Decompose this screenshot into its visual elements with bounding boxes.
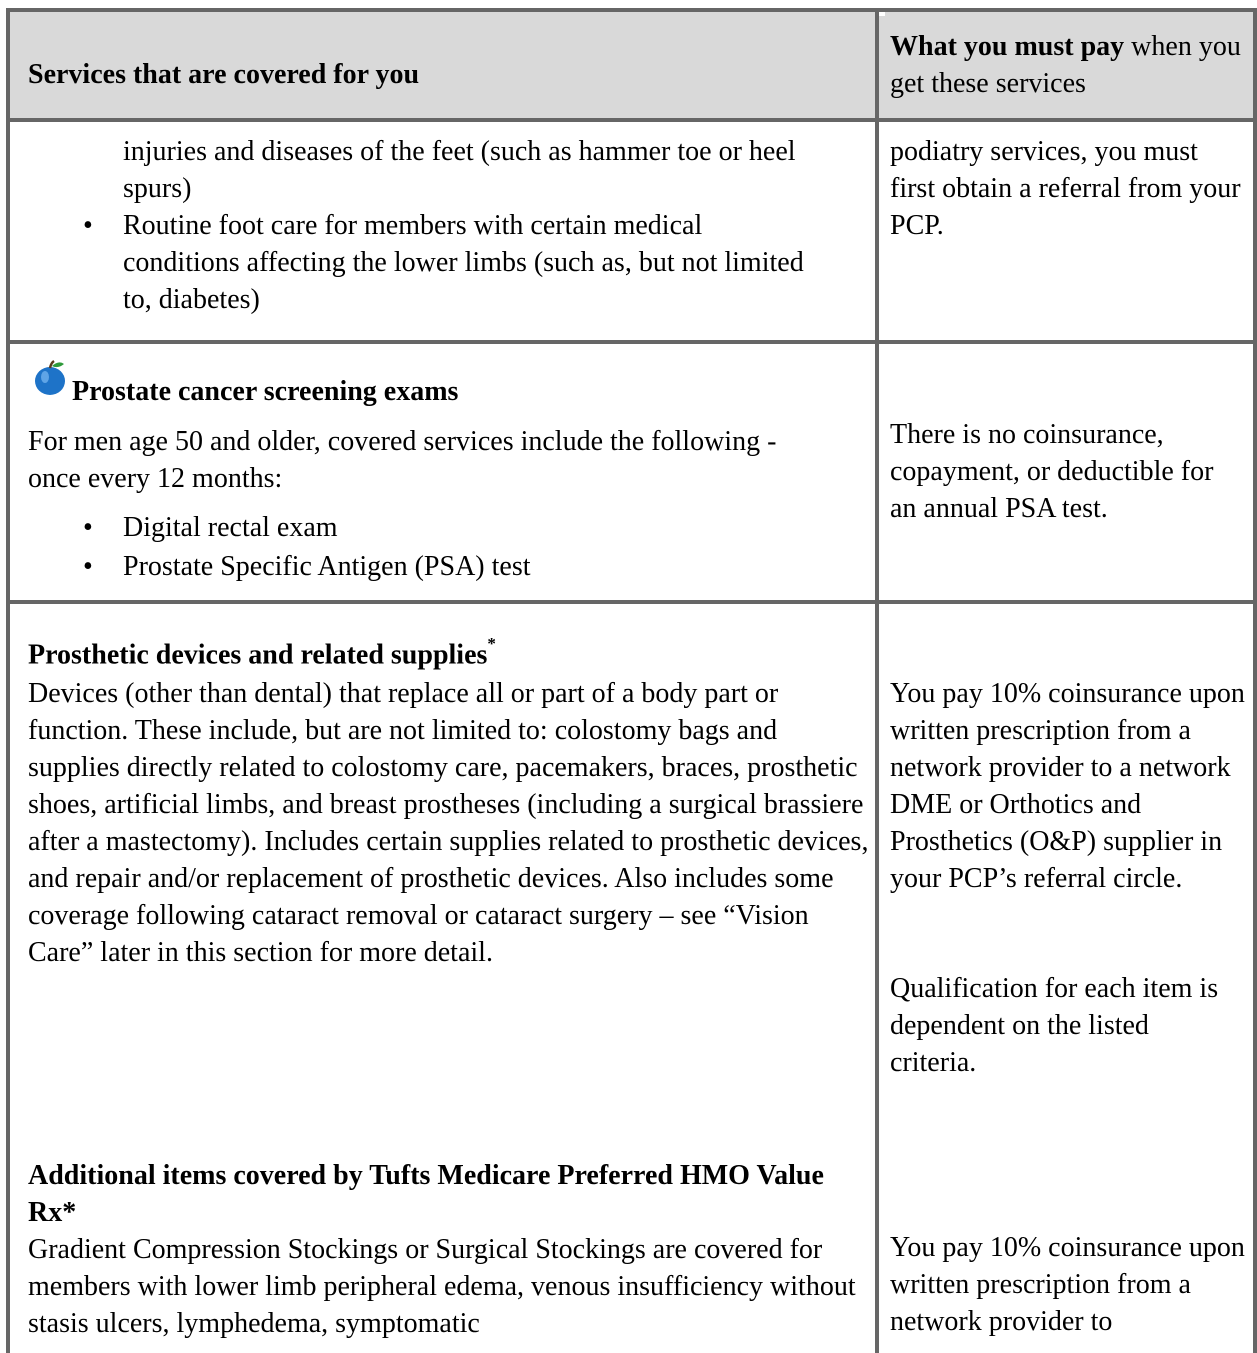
benefits-table: [6, 8, 1257, 1353]
bullet-marker: •: [83, 210, 93, 241]
header-pay-rest: when you get these services: [890, 31, 1241, 99]
column-divider: [875, 8, 879, 1353]
row-divider: [6, 600, 1257, 604]
prostate-bullet-item: Digital rectal exam: [123, 512, 338, 543]
header-pay-label: [890, 28, 1250, 102]
prosthetic-title-text: Prosthetic devices and related supplies: [28, 639, 488, 671]
prostate-pay-text: There is no coinsurance, copayment, or deductible for an annual PSA test.: [890, 419, 1214, 524]
additional-items-body: Gradient Compression Stockings or Surgical Stockings are covered for members with lower limb peripheral edema, venous insufficiency without stasis ulcers, lymphedema, symptomatic: [28, 1234, 856, 1339]
additional-items-title: Additional items covered by Tufts Medicare Preferred HMO Value Rx*: [28, 1160, 824, 1228]
bullet-marker: •: [83, 512, 93, 543]
foot-care-pay-text: podiatry services, you must first obtain a referral from your PCP.: [890, 136, 1241, 241]
header-services-label: Services that are covered for you: [28, 59, 420, 90]
prostate-bullet-item: Prostate Specific Antigen (PSA) test: [123, 551, 531, 582]
foot-care-bullet-item: Routine foot care for members with certain medical conditions affecting the lower limbs (such as, but not limited to, diabetes): [123, 210, 804, 315]
row-divider: [6, 118, 1257, 122]
prosthetic-qualification-text: Qualification for each item is dependent on the listed criteria.: [890, 973, 1219, 1078]
row-divider: [6, 340, 1257, 344]
header-pay-bold: What you must pay: [890, 31, 1125, 62]
prostate-intro-text: For men age 50 and older, covered services include the following - once every 12 months:: [28, 426, 777, 494]
prosthetic-body-text: Devices (other than dental) that replace all or part of a body part or function. These include, but are not limited to: colostomy bags and supplies directly related to colostomy care, pacemakers, braces, prosthetic shoes, artificial limbs, and breast prostheses (including a surgical brassiere after a mastectomy). Includes certain supplies related to prosthetic devices, and repair and/or replacement of prosthetic devices. Also includes some coverage following cataract removal or cataract surgery – see “Vision Care” later in this section for more detail.: [28, 678, 869, 968]
additional-items-pay-text: You pay 10% coinsurance upon written prescription from a network provider to: [890, 1232, 1245, 1337]
prosthetic-section-title: [28, 629, 868, 673]
bullet-marker: •: [83, 551, 93, 582]
prostate-section-title: Prostate cancer screening exams: [72, 376, 459, 407]
foot-care-continued-text: injuries and diseases of the feet (such as hammer toe or heel spurs): [123, 136, 796, 204]
apple-icon: [32, 358, 68, 396]
prosthetic-title-mark: *: [487, 634, 496, 653]
prosthetic-pay-text: You pay 10% coinsurance upon written prescription from a network provider to a network DME or Orthotics and Prosthetics (O&P) supplier in your PCP’s referral circle.: [890, 678, 1245, 894]
